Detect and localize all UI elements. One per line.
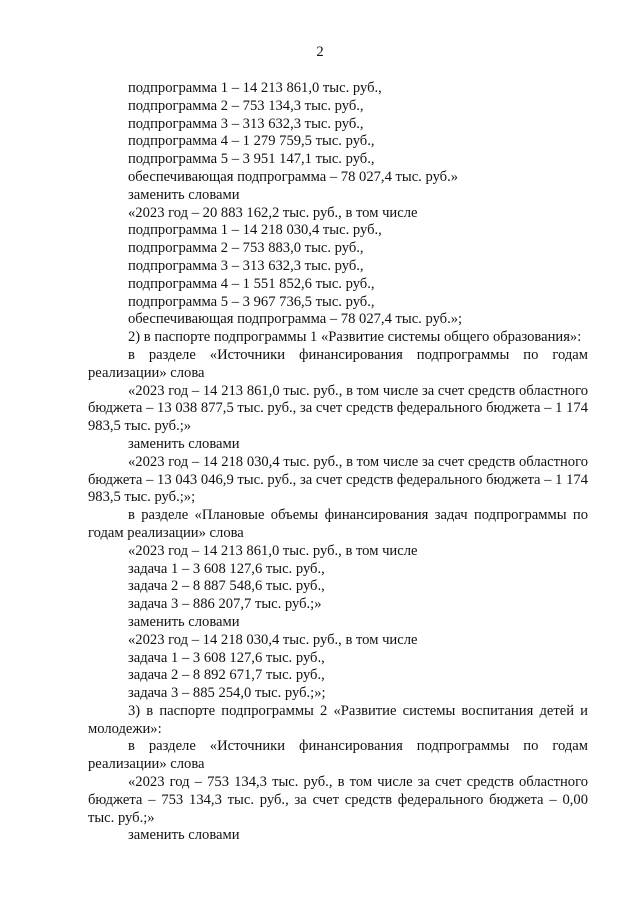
text-line: «2023 год – 20 883 162,2 тыс. руб., в том числе (128, 204, 418, 221)
text-line: подпрограмма 4 – 1 279 759,5 тыс. руб., (128, 133, 375, 150)
text-line: заменить словами (128, 827, 240, 844)
text-line: задача 1 – 3 608 127,6 тыс. руб., (128, 649, 325, 666)
text-paragraph: «2023 год – 14 218 030,4 тыс. руб., в том числе за счет средств областного бюджета – 13 043 046,9 тыс. руб., за счет средств федерального бюджета – 1 174 983,5 тыс. руб.;»; (88, 453, 588, 506)
text-line: задача 3 – 886 207,7 тыс. руб.;» (128, 596, 322, 613)
text-line: заменить словами (128, 613, 240, 630)
text-line: подпрограмма 3 – 313 632,3 тыс. руб., (128, 115, 364, 132)
document-body (88, 80, 588, 845)
text-line: подпрограмма 1 – 14 213 861,0 тыс. руб., (128, 80, 382, 96)
text-line: «2023 год – 14 218 030,4 тыс. руб., в том числе (128, 631, 418, 648)
text-line: задача 3 – 885 254,0 тыс. руб.;»; (128, 685, 326, 702)
text-line: обеспечивающая подпрограмма – 78 027,4 тыс. руб.» (128, 168, 459, 185)
text-line: задача 1 – 3 608 127,6 тыс. руб., (128, 560, 325, 577)
text-line: задача 2 – 8 892 671,7 тыс. руб., (128, 667, 325, 684)
text-paragraph: в разделе «Плановые объемы финансирования задач подпрограммы по годам реализации» слова (88, 507, 588, 541)
text-line: подпрограмма 5 – 3 967 736,5 тыс. руб., (128, 293, 375, 310)
text-line: подпрограмма 1 – 14 218 030,4 тыс. руб., (128, 222, 382, 239)
text-paragraph: в разделе «Источники финансирования подпрограммы по годам реализации» слова (88, 346, 588, 381)
page-number: 2 (316, 44, 324, 60)
text-line: подпрограмма 5 – 3 951 147,1 тыс. руб., (128, 151, 375, 168)
text-line: подпрограмма 2 – 753 883,0 тыс. руб., (128, 240, 364, 257)
text-line: подпрограмма 3 – 313 632,3 тыс. руб., (128, 257, 364, 274)
text-paragraph: «2023 год – 753 134,3 тыс. руб., в том числе за счет средств областного бюджета – 753 134,3 тыс. руб., за счет средств федерального бюджета – 0,00 тыс. руб.;» (88, 774, 588, 826)
text-line: заменить словами (128, 435, 240, 452)
text-line: подпрограмма 4 – 1 551 852,6 тыс. руб., (128, 275, 375, 292)
text-line: подпрограмма 2 – 753 134,3 тыс. руб., (128, 97, 364, 114)
text-line: задача 2 – 8 887 548,6 тыс. руб., (128, 578, 325, 595)
text-paragraph: «2023 год – 14 213 861,0 тыс. руб., в том числе за счет средств областного бюджета – 13 038 877,5 тыс. руб., за счет средств федерального бюджета – 1 174 983,5 тыс. руб.;» (88, 382, 588, 435)
text-paragraph: в разделе «Источники финансирования подпрограммы по годам реализации» слова (88, 738, 588, 773)
text-line: 2) в паспорте подпрограммы 1 «Развитие системы общего образования»: (128, 329, 582, 346)
text-paragraph: 3) в паспорте подпрограммы 2 «Развитие системы воспитания детей и молодежи»: (88, 702, 588, 737)
text-line: заменить словами (128, 186, 240, 203)
text-line: обеспечивающая подпрограмма – 78 027,4 тыс. руб.»; (128, 311, 463, 328)
text-line: «2023 год – 14 213 861,0 тыс. руб., в том числе (128, 542, 418, 559)
